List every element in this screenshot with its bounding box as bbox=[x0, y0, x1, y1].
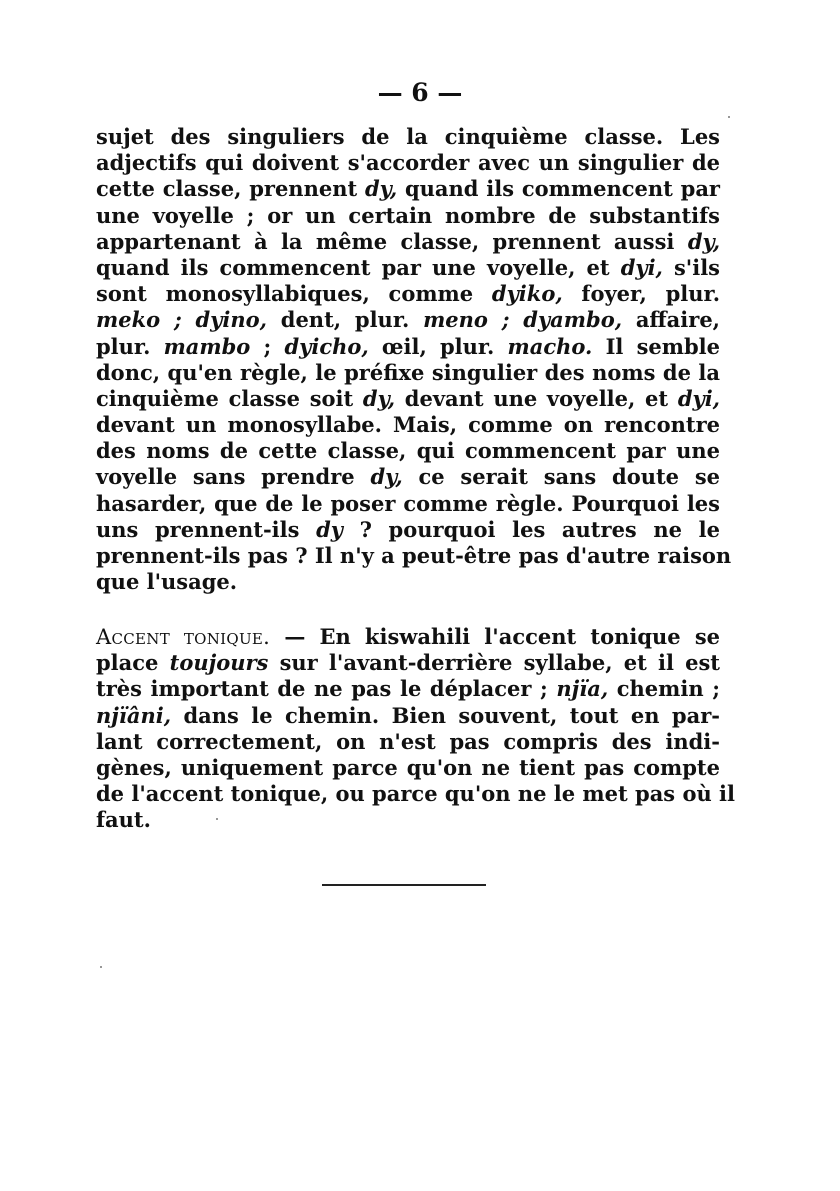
text-line bbox=[96, 781, 735, 807]
text-line bbox=[96, 229, 720, 255]
text-run: très important de ne pas le déplacer ; bbox=[96, 676, 557, 702]
text-line bbox=[96, 491, 720, 517]
italic-term: dy, bbox=[370, 464, 403, 490]
text-line bbox=[96, 334, 720, 360]
text-run: Il semble bbox=[592, 333, 720, 359]
italic-term: meko ; dyino, bbox=[96, 307, 267, 333]
paragraph-prefix-rules bbox=[96, 124, 732, 595]
italic-term: njïa, bbox=[556, 676, 609, 702]
text-line bbox=[96, 255, 720, 281]
text-line bbox=[96, 543, 732, 569]
text-run: de l'accent tonique, ou parce qu'on ne le met pas où il bbox=[96, 781, 735, 807]
italic-term: toujours bbox=[169, 650, 269, 676]
text-run: donc, qu'en règle, le préfixe singulier des noms de la bbox=[96, 359, 720, 385]
italic-term: dyi, bbox=[620, 254, 663, 280]
text-run: voyelle sans prendre bbox=[96, 464, 371, 490]
italic-term: dyi, bbox=[677, 385, 720, 411]
text-run: œil, plur. bbox=[368, 333, 508, 359]
italic-term: dyicho, bbox=[284, 333, 369, 359]
text-line bbox=[96, 281, 720, 307]
text-line bbox=[96, 703, 720, 729]
italic-term: mambo bbox=[163, 333, 251, 359]
text-run: devant une voyelle, et bbox=[395, 385, 678, 411]
text-run: sujet des singuliers de la cinquième classe. Les bbox=[96, 124, 720, 149]
italic-term: njïâni, bbox=[96, 702, 172, 728]
text-run: ce serait sans doute se bbox=[402, 464, 720, 490]
text-run: quand ils commencent par une voyelle, et bbox=[96, 254, 621, 280]
text-run: hasarder, que de le poser comme règle. Pourquoi les bbox=[96, 490, 720, 516]
italic-term: macho. bbox=[507, 333, 593, 359]
text-run: gènes, uniquement parce qu'on ne tient pas compte bbox=[96, 754, 720, 780]
text-run: plur. bbox=[96, 333, 164, 359]
italic-term: dy, bbox=[362, 385, 396, 411]
text-line bbox=[96, 755, 720, 781]
text-run: faut. bbox=[96, 807, 151, 833]
text-run: ; bbox=[250, 333, 285, 359]
text-run: cinquième classe soit bbox=[96, 385, 363, 411]
text-line bbox=[96, 176, 720, 202]
text-line bbox=[96, 360, 720, 386]
italic-term: dy, bbox=[364, 176, 398, 202]
text-run: affaire, bbox=[622, 307, 720, 333]
text-line bbox=[96, 412, 720, 438]
speck-mark bbox=[100, 966, 102, 968]
text-run: quand ils commencent par bbox=[397, 176, 720, 202]
text-line bbox=[96, 464, 720, 490]
text-run: place bbox=[96, 650, 170, 676]
text-line bbox=[96, 650, 720, 676]
speck-mark bbox=[728, 116, 730, 118]
text-run: des noms de cette classe, qui commencent par une bbox=[96, 438, 720, 464]
speck-mark bbox=[216, 818, 218, 820]
text-run: une voyelle ; or un certain nombre de substantifs bbox=[96, 202, 720, 228]
text-line bbox=[96, 438, 720, 464]
end-rule bbox=[322, 884, 486, 886]
text-run: sont monosyllabiques, comme bbox=[96, 281, 492, 307]
text-line bbox=[96, 203, 720, 229]
text-run: que l'usage. bbox=[96, 569, 238, 595]
text-run: ? pourquoi les autres ne le bbox=[342, 516, 720, 542]
text-run: uns prennent-ils bbox=[96, 516, 317, 542]
text-line bbox=[96, 517, 720, 543]
text-run: s'ils bbox=[662, 254, 721, 280]
italic-term: meno ; dyambo, bbox=[423, 307, 623, 333]
italic-term: dy bbox=[316, 516, 343, 542]
text-line bbox=[96, 150, 720, 176]
text-run: dent, plur. bbox=[266, 307, 424, 333]
text-run: — En kiswahili l'accent tonique se bbox=[270, 624, 721, 649]
text-run: dans le chemin. Bien souvent, tout en par- bbox=[171, 702, 720, 728]
text-line bbox=[96, 307, 720, 333]
text-line bbox=[96, 807, 720, 833]
text-line bbox=[96, 729, 720, 755]
text-run: adjectifs qui doivent s'accorder avec un singulier de bbox=[96, 150, 720, 176]
text-run: prennent-ils pas ? Il n'y a peut-être pas d'autre raison bbox=[96, 543, 732, 568]
text-line bbox=[96, 569, 720, 595]
text-run: appartenant à la même classe, prennent aussi bbox=[96, 228, 688, 254]
italic-term: dyiko, bbox=[491, 281, 563, 307]
paragraph-tonic-accent bbox=[96, 624, 735, 834]
page-number: — 6 — bbox=[377, 78, 463, 107]
italic-term: dy, bbox=[687, 228, 720, 254]
text-run: sur l'avant-derrière syllabe, et il est bbox=[268, 650, 720, 676]
text-run: devant un monosyllabe. Mais, comme on rencontre bbox=[96, 412, 720, 438]
text-line bbox=[96, 124, 720, 150]
text-line bbox=[96, 624, 720, 650]
text-line bbox=[96, 676, 720, 702]
section-heading: Accent tonique. bbox=[96, 625, 271, 649]
text-run: chemin ; bbox=[608, 676, 720, 702]
text-run: cette classe, prennent bbox=[96, 176, 365, 202]
text-run: lant correctement, on n'est pas compris des indi- bbox=[96, 728, 720, 754]
text-line bbox=[96, 386, 720, 412]
text-run: foyer, plur. bbox=[562, 281, 721, 307]
